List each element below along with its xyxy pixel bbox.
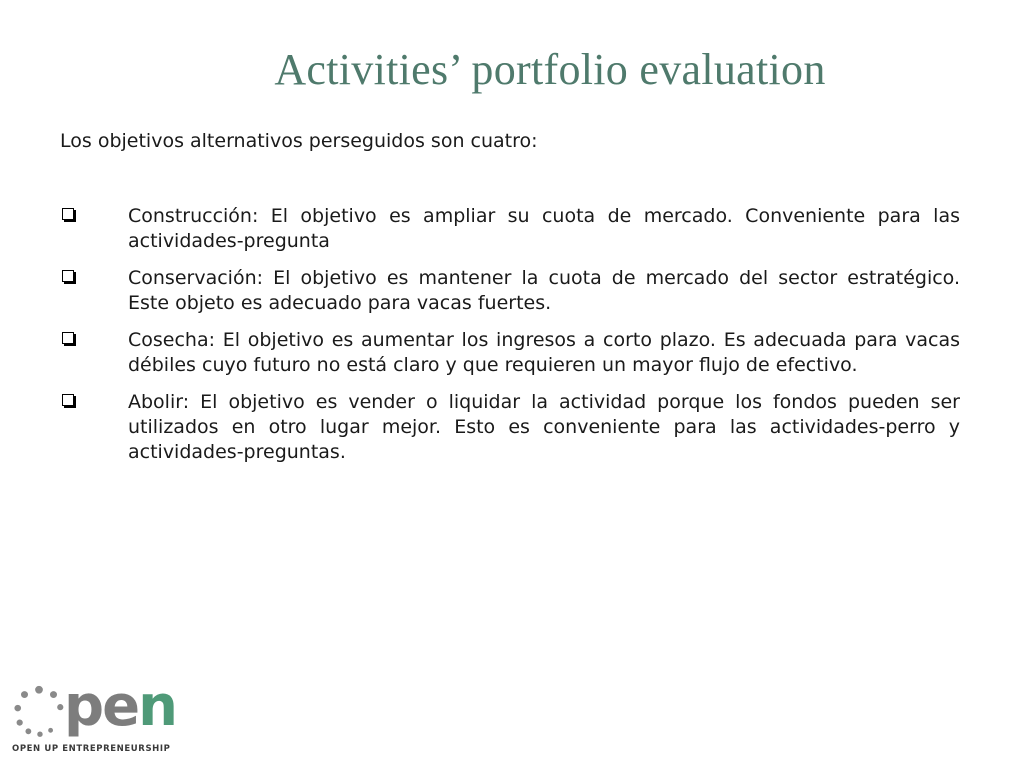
intro-text: Los objetivos alternativos perseguidos son cuatro: [60,130,538,152]
logo-word-gray: pe [64,674,139,739]
bullet-text: Conservación: El objetivo es mantener la cuota de mercado del sector estratégico. Este objeto es adecuado para vacas fuertes. [128,267,960,314]
checkbox-bullet-icon [62,332,74,344]
list-item [60,390,960,465]
slide-title: Activities’ portfolio evaluation [274,45,826,94]
list-item [60,266,960,316]
dotted-circle-logo-icon [10,682,68,740]
bullet-text: Abolir: El objetivo es vender o liquidar la actividad porque los fondos pueden ser utilizados en otro lugar mejor. Esto es conveniente para las actividades-perro y actividades-preguntas. [128,391,960,463]
open-logo [10,674,185,762]
checkbox-bullet-icon [62,208,74,220]
logo-wordmark [64,674,176,739]
list-item [60,328,960,378]
bullet-text: Construcción: El objetivo es ampliar su cuota de mercado. Conveniente para las actividades-pregunta [128,205,960,252]
bullet-text: Cosecha: El objetivo es aumentar los ingresos a corto plazo. Es adecuada para vacas débiles cuyo futuro no está claro y que requieren un mayor flujo de efectivo. [128,329,960,376]
logo-word-accent: n [138,674,176,739]
bullet-list [60,204,960,477]
list-item [60,204,960,254]
checkbox-bullet-icon [62,394,74,406]
checkbox-bullet-icon [62,270,74,282]
logo-tagline: OPEN UP ENTREPRENEURSHIP [12,744,171,754]
